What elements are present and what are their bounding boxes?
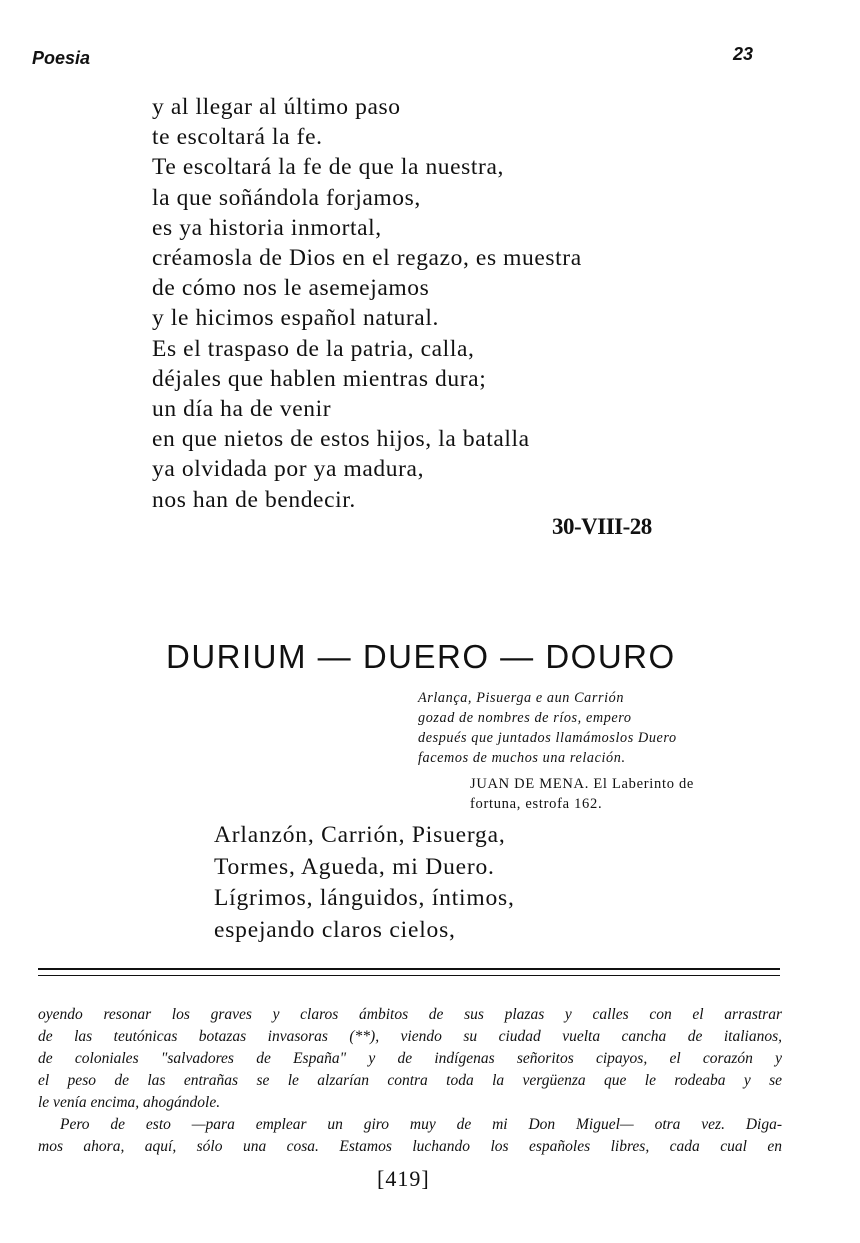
poem-line: en que nietos de estos hijos, la batalla [152, 426, 530, 453]
poem-line: Lígrimos, lánguidos, íntimos, [214, 885, 515, 911]
poem-line: espejando claros cielos, [214, 916, 456, 943]
poem-line: nos han de bendecir. [152, 486, 356, 513]
poem-line: te escoltará la fe. [152, 124, 323, 151]
page-number: [419] [377, 1166, 430, 1191]
poem-title: DURIUM — DUERO — DOURO [166, 638, 676, 675]
poem-line: Arlanzón, Carrión, Pisuerga, [214, 822, 506, 848]
footnote-divider-thin [38, 975, 780, 976]
footnote [38, 1004, 782, 1158]
poem-line: créamosla de Dios en el regazo, es muestra [152, 245, 582, 272]
epigraph [418, 688, 677, 768]
running-header-title: Poesia [32, 48, 91, 68]
poem-date: 30-VIII-28 [552, 514, 652, 539]
running-header-page-number: 23 [733, 44, 754, 64]
poem-stanza [152, 92, 582, 515]
epigraph-line: después que juntados llamámoslos Duero [418, 730, 677, 746]
attribution-line: fortuna, estrofa 162. [470, 796, 603, 812]
poem-line: la que soñándola forjamos, [152, 184, 421, 211]
footnote-divider [38, 968, 780, 970]
poem-line: Tormes, Agueda, mi Duero. [214, 853, 495, 880]
epigraph-line: gozad de nombres de ríos, empero [418, 710, 632, 726]
poem-line: es ya historia inmortal, [152, 214, 382, 241]
poem-line: de cómo nos le asemejamos [152, 275, 430, 302]
poem-line: déjales que hablen mientras dura; [152, 365, 487, 392]
footnote-line: de las teutónicas botazas invasoras (**), viendo su ciudad vuelta cancha de italianos, [38, 1028, 782, 1045]
poem-line: y le hicimos español natural. [152, 305, 439, 332]
poem-line: Es el traspaso de la patria, calla, [152, 335, 475, 362]
poem-line: y al llegar al último paso [152, 94, 401, 120]
epigraph-line: facemos de muchos una relación. [418, 750, 626, 766]
footnote-line: el peso de las entrañas se le alzarían contra toda la vergüenza que le rodeaba y se [38, 1072, 782, 1089]
poem-stanza-duero [214, 820, 515, 946]
poem-line: Te escoltará la fe de que la nuestra, [152, 154, 504, 181]
attribution-line: JUAN DE MENA. El Laberinto de [470, 776, 695, 792]
epigraph-line: Arlança, Pisuerga e aun Carrión [418, 690, 625, 706]
poem-line: un día ha de venir [152, 396, 332, 423]
epigraph-attribution [470, 774, 694, 814]
footnote-line: mos ahora, aquí, sólo una cosa. Estamos luchando los españoles libres, cada cual en [38, 1138, 782, 1155]
footnote-line: oyendo resonar los graves y claros ámbitos de sus plazas y calles con el arrastrar [38, 1006, 782, 1023]
poem-line: ya olvidada por ya madura, [152, 456, 425, 483]
footnote-line: de coloniales "salvadores de España" y de indígenas señoritos cipayos, el corazón y [38, 1050, 782, 1067]
footnote-line: Pero de esto —para emplear un giro muy de mi Don Miguel— otra vez. Diga- [60, 1116, 782, 1133]
footnote-line: le venía encima, ahogándole. [38, 1094, 221, 1111]
